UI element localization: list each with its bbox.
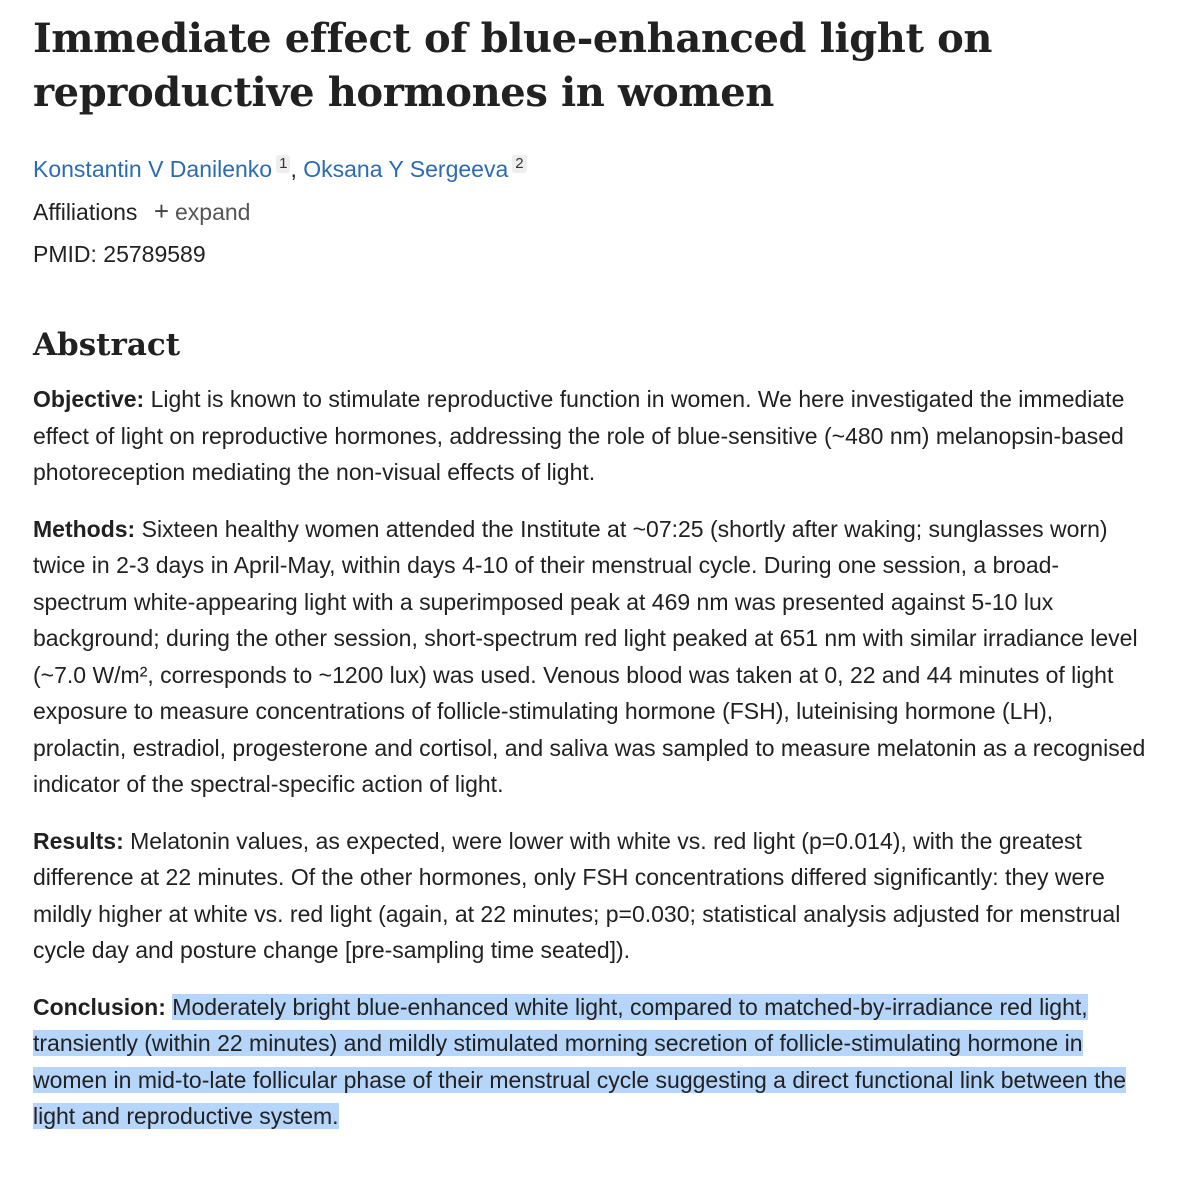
abstract-results [33, 823, 1148, 969]
methods-label: Methods: [33, 515, 136, 542]
abstract-conclusion [33, 989, 1148, 1135]
conclusion-label: Conclusion: [33, 993, 166, 1020]
affiliations-label: Affiliations [33, 199, 138, 225]
pmid-value: 25789589 [103, 241, 206, 267]
expand-label: expand [175, 199, 251, 225]
methods-text: Sixteen healthy women attended the Institute at ~07:25 (shortly after waking; sunglasses worn) twice in 2-3 days in April-May, within days 4-10 of their menstrual cycle. During one session, a broad-spectrum white-appearing light with a superimposed peak at 469 nm was presented against 5-10 lux background; during the other session, short-spectrum red light peaked at 651 nm with similar irradiance level (~7.0 W/m², corresponds to ~1200 lux) was used. Venous blood was taken at 0, 22 and 44 minutes of light exposure to measure concentrations of follicle-stimulating hormone (FSH), luteinising hormone (LH), prolactin, estradiol, progesterone and cortisol, and saliva was sampled to measure melatonin as a recognised indicator of the spectral-specific action of light. [33, 515, 1146, 797]
abstract-methods [33, 511, 1148, 803]
author-link-danilenko[interactable]: Konstantin V Danilenko [33, 156, 273, 182]
affiliation-badge[interactable]: 2 [512, 155, 526, 173]
affiliations-row [33, 196, 1148, 227]
objective-text: Light is known to stimulate reproductive function in women. We here investigated the immediate effect of light on reproductive hormones, addressing the role of blue-sensitive (~480 nm) melanopsin-based photoreception mediating the non-visual effects of light. [33, 386, 1125, 485]
pmid-row [33, 239, 1148, 269]
expand-affiliations-button[interactable] [153, 196, 251, 226]
author-list [33, 154, 1148, 184]
abstract-objective [33, 381, 1148, 491]
results-label: Results: [33, 827, 124, 854]
plus-icon: + [153, 196, 169, 226]
author-separator: , [290, 156, 304, 182]
results-text: Melatonin values, as expected, were lower with white vs. red light (p=0.014), with the greatest difference at 22 minutes. Of the other hormones, only FSH concentrations differed significantly: they were mildly higher at white vs. red light (again, at 22 minutes; p=0.030; statistical analysis adjusted for menstrual cycle day and posture change [pre-sampling time seated]). [33, 827, 1121, 963]
conclusion-text-selected[interactable]: Moderately bright blue-enhanced white light, compared to matched-by-irradiance red light, transiently (within 22 minutes) and mildly stimulated morning secretion of follicle-stimulating hormone in women in mid-to-late follicular phase of their menstrual cycle suggesting a direct functional link between the light and reproductive system. [33, 993, 1127, 1129]
abstract-heading: Abstract [33, 327, 181, 363]
objective-label: Objective: [33, 386, 145, 412]
affiliation-badge[interactable]: 1 [276, 155, 290, 173]
pmid-label: PMID: [33, 241, 97, 267]
author-link-sergeeva[interactable]: Oksana Y Sergeeva [303, 156, 509, 182]
article-title: Immediate effect of blue-enhanced light on reproductive hormones in women [33, 15, 993, 116]
article-page [33, 0, 1148, 1135]
